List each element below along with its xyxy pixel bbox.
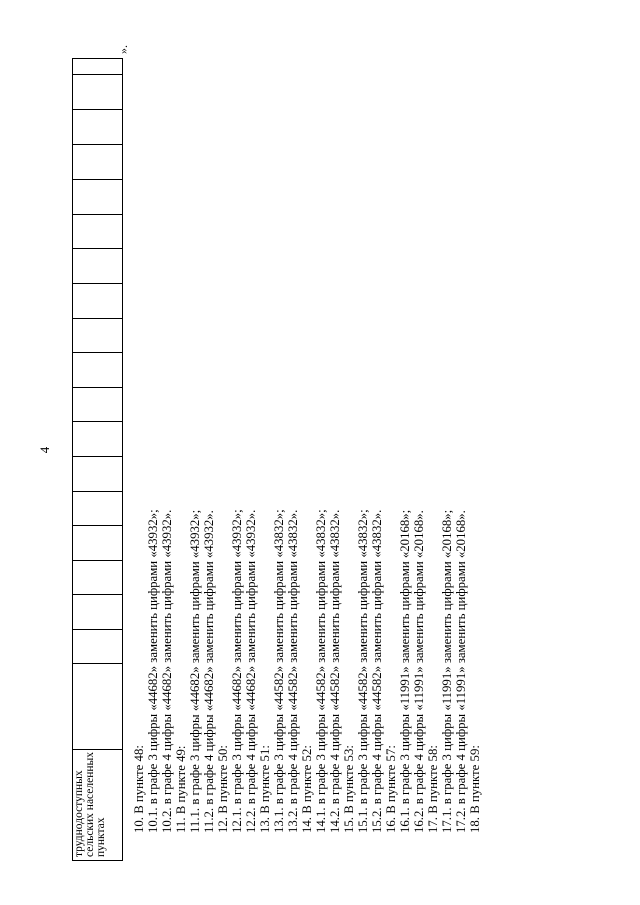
amendment-item: 13.2. в графе 4 цифры «44582» заменить цифрами «43832». xyxy=(286,509,300,833)
amendment-item: 10.2. в графе 4 цифры «44682» заменить цифрами «43932». xyxy=(160,509,174,833)
amendment-item: 17. В пункте 58: xyxy=(426,745,440,833)
table-cell-empty xyxy=(73,180,123,215)
amendment-item: 14.2. в графе 4 цифры «44582» заменить цифрами «43832». xyxy=(328,509,342,833)
closing-quote: ». xyxy=(116,45,130,54)
amendment-item: 10. В пункте 48: xyxy=(132,745,146,833)
amendment-item: 12.2. в графе 4 цифры «44682» заменить цифрами «43932». xyxy=(244,509,258,833)
amendment-item: 12. В пункте 50: xyxy=(216,745,230,833)
amendment-item: 15.1. в графе 3 цифры «44582» заменить цифрами «43832»; xyxy=(356,509,370,833)
amendment-item: 10.1. в графе 3 цифры «44682» заменить цифрами «43932»; xyxy=(146,509,160,833)
table-cell-empty xyxy=(73,492,123,526)
amendment-item: 15. В пункте 53: xyxy=(342,745,356,833)
amendment-list xyxy=(132,273,482,833)
table-cell-empty xyxy=(73,388,123,422)
cell-line: сельских населенных xyxy=(84,751,96,857)
table-cell-empty xyxy=(73,422,123,457)
table-cell-empty xyxy=(73,145,123,180)
amendment-item: 18. В пункте 59: xyxy=(468,745,482,833)
table-cell-empty xyxy=(73,457,123,492)
table-cell-empty xyxy=(73,215,123,249)
amendment-item: 13. В пункте 51: xyxy=(258,745,272,833)
amendment-item: 14.1. в графе 3 цифры «44582» заменить цифрами «43832»; xyxy=(314,509,328,833)
amendment-item: 11. В пункте 49: xyxy=(174,745,188,833)
table-cell-empty xyxy=(73,284,123,319)
cell-line: пунктах xyxy=(95,817,107,857)
page-number: 4 xyxy=(37,446,52,454)
table-cell-empty xyxy=(73,59,123,75)
table-cell-empty xyxy=(73,75,123,110)
amendment-item: 17.2. в графе 4 цифры «11991» заменить цифрами «20168». xyxy=(454,510,468,833)
amendment-item: 11.2. в графе 4 цифры «44682» заменить цифрами «43932». xyxy=(202,510,216,833)
table-cell-empty xyxy=(73,353,123,388)
table-cell-empty xyxy=(73,664,123,750)
amendment-item: 16.1. в графе 3 цифры «11991» заменить цифрами «20168»; xyxy=(398,509,412,833)
table-cell-empty xyxy=(73,110,123,145)
amendment-item: 11.1. в графе 3 цифры «44682» заменить цифрами «43932»; xyxy=(188,509,202,833)
table-cell-description xyxy=(73,750,123,861)
amendment-item: 16.2. в графе 4 цифры «11991» заменить цифрами «20168». xyxy=(412,510,426,833)
table-cell-empty xyxy=(73,249,123,284)
table-cell-empty xyxy=(73,561,123,595)
amendment-item: 14. В пункте 52: xyxy=(300,745,314,833)
table-cell-empty xyxy=(73,595,123,630)
amendment-item: 15.2. в графе 4 цифры «44582» заменить цифрами «43832». xyxy=(370,509,384,833)
amendment-item: 12.1. в графе 3 цифры «44682» заменить цифрами «43932»; xyxy=(230,509,244,833)
table-cell-empty xyxy=(73,630,123,664)
table-fragment xyxy=(72,58,123,861)
amendment-item: 17.1. в графе 3 цифры «11991» заменить цифрами «20168»; xyxy=(440,509,454,833)
table-cell-empty xyxy=(73,319,123,353)
table-row xyxy=(73,59,123,861)
amendment-item: 16. В пункте 57: xyxy=(384,745,398,833)
table-cell-empty xyxy=(73,526,123,561)
cell-line: труднодоступных xyxy=(73,770,85,857)
amendment-item: 13.1. в графе 3 цифры «44582» заменить цифрами «43832»; xyxy=(272,509,286,833)
